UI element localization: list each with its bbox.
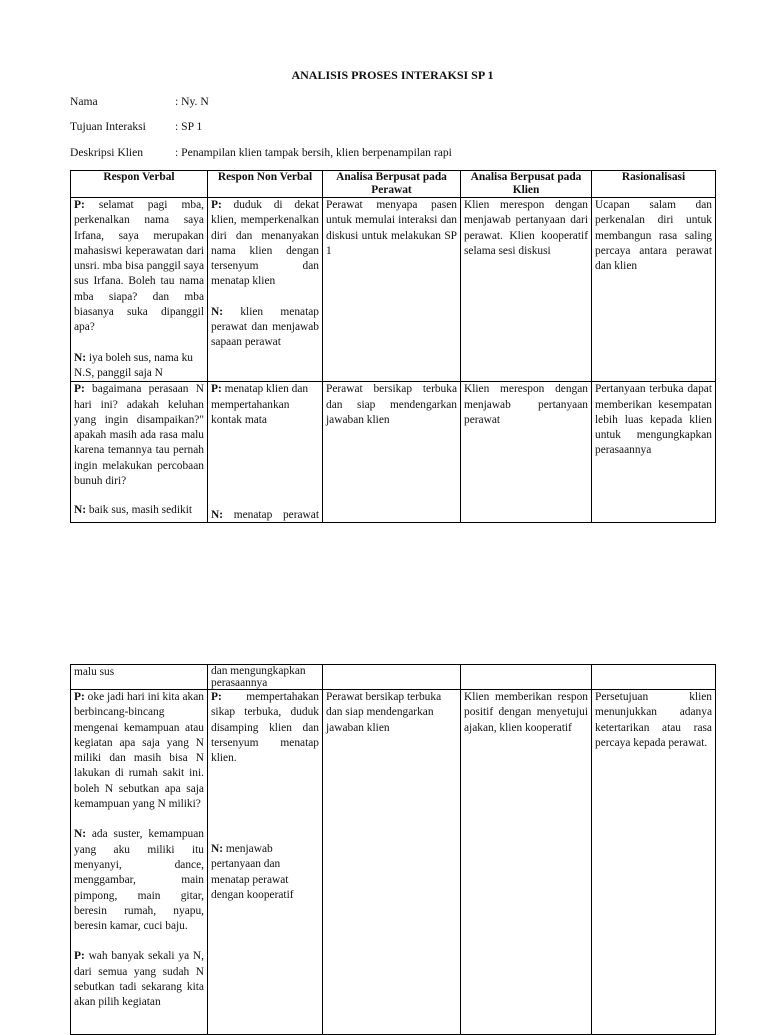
nonverbal-perawat-text: mempertahakan sikap terbuka, duduk disamping klien dan tersenyum menatap klien.: [211, 691, 319, 765]
verbal-klien-text: iya boleh sus, nama ku N.S, panggil saja N: [74, 351, 193, 379]
nonverbal-klien-text: menjawab pertanyaan dan menatap perawat dengan kooperatif: [211, 843, 294, 901]
speaker-label-p: P:: [74, 383, 85, 396]
verbal-perawat-text: bagaimana perasaan N hari ini? adakah keluhan yang ingin disampaikan?" apakah masih ada rasa malu karena temannya tau pernah ingin melakukan percobaan bunuh diri?: [74, 383, 204, 488]
table-row-continuation: [71, 665, 716, 690]
deskripsi-value: : Penampilan klien tampak bersih, klien berpenampilan rapi: [175, 146, 452, 159]
cell-analisa-klien: Klien merespon dengan menjawab pertanyaan perawat: [461, 382, 592, 523]
cell-analisa-perawat: [323, 665, 461, 690]
verbal-klien-text: ada suster, kemampuan yang aku miliki itu menyanyi, dance, menggambar, main pimpong, main gitar, beresin rumah, nyapu, beresin kamar, cuci baju.: [74, 828, 204, 933]
table-row: [71, 690, 716, 1035]
nonverbal-perawat-text: menatap klien dan mempertahankan kontak mata: [211, 383, 309, 426]
cell-rasionalisasi: Ucapan salam dan perkenalan diri untuk membangun rasa saling percaya antara perawat dan klien: [592, 198, 716, 382]
speaker-label-n: N:: [211, 843, 224, 855]
cell-respon-verbal: [71, 198, 208, 382]
cell-analisa-klien: [461, 665, 592, 690]
cell-respon-verbal: malu sus: [71, 665, 208, 690]
cell-rasionalisasi: Pertanyaan terbuka dapat memberikan kesempatan lebih luas kepada klien untuk mengungkapkan perasaannya: [592, 382, 716, 523]
speaker-label-p: P:: [211, 383, 222, 396]
nama-label: Nama: [70, 95, 98, 108]
cell-respon-non-verbal: [208, 690, 323, 1035]
cell-respon-non-verbal: [208, 198, 323, 382]
cell-rasionalisasi: Persetujuan klien menunjukkan adanya ketertarikan atau rasa percaya kepada perawat.: [592, 690, 716, 1035]
cell-analisa-klien: Klien merespon dengan menjawab pertanyaan dari perawat. Klien kooperatif selama sesi diskusi: [461, 198, 592, 382]
verbal-perawat-text: oke jadi hari ini kita akan berbincang-bincang mengenai kemampuan atau kegiatan apa saja yang N miliki dan masih bisa N lakukan di rumah sakit ini. boleh N sebutkan apa saja kemampuan yang N miliki?: [74, 691, 204, 811]
speaker-label-n: N:: [211, 305, 224, 318]
header-rasionalisasi: Rasionalisasi: [592, 171, 716, 198]
verbal-klien-text: baik sus, masih sedikit: [88, 504, 193, 517]
speaker-label-n: N:: [74, 828, 87, 841]
header-analisa-klien: Analisa Berpusat pada Klien: [461, 171, 592, 198]
speaker-label-p: P:: [74, 691, 85, 703]
speaker-label-p: P:: [211, 199, 222, 211]
cell-respon-verbal: [71, 382, 208, 523]
nonverbal-klien-text: menatap perawat: [233, 509, 319, 522]
speaker-label-p: P:: [74, 199, 85, 211]
deskripsi-label: Deskripsi Klien: [70, 146, 144, 159]
cell-analisa-perawat: Perawat menyapa pasen untuk memulai interaksi dan diskusi untuk melakukan SP 1: [323, 198, 461, 382]
tujuan-label: Tujuan Interaksi: [70, 120, 146, 133]
table-row: [71, 382, 716, 523]
speaker-label-n: N:: [211, 509, 224, 522]
cell-analisa-perawat: Perawat bersikap terbuka dan siap mendengarkan jawaban klien: [323, 382, 461, 523]
speaker-label-p: P:: [211, 691, 222, 703]
cell-rasionalisasi: [592, 665, 716, 690]
table-row: [71, 198, 716, 382]
speaker-label-n: N:: [74, 351, 87, 364]
interaction-table-page-1: [70, 170, 716, 523]
interaction-table-page-2: [70, 664, 716, 1035]
nama-value: : Ny. N: [175, 95, 209, 108]
cell-analisa-perawat: Perawat bersikap terbuka dan siap mendengarkan jawaban klien: [323, 690, 461, 1035]
nonverbal-klien-text: klien menatap perawat dan menjawab sapaan perawat: [211, 305, 319, 349]
cell-respon-non-verbal: dan mengungkapkan perasaannya: [208, 665, 323, 690]
header-analisa-perawat: Analisa Berpusat pada Perawat: [323, 171, 461, 198]
cell-respon-verbal: [71, 690, 208, 1035]
header-respon-verbal: Respon Verbal: [71, 171, 208, 198]
verbal-perawat-text-2: wah banyak sekali ya N, dari semua yang sudah N sebutkan tadi sekarang kita akan pilih kegiatan: [74, 950, 204, 1009]
nonverbal-perawat-text: duduk di dekat klien, memperkenalkan diri dan menanyakan nama klien dengan tersenyum dan menatap klien: [211, 199, 319, 288]
cell-analisa-klien: Klien memberikan respon positif dengan menyetujui ajakan, klien kooperatif: [461, 690, 592, 1035]
page-title: ANALISIS PROSES INTERAKSI SP 1: [291, 68, 494, 82]
speaker-label-p: P:: [74, 950, 85, 963]
verbal-perawat-text: selamat pagi mba, perkenalkan nama saya Irfana, saya merupakan mahasiswi keperawatan dari unsri. mba bisa panggil saya sus Irfana. Boleh tau nama mba siapa? dan mba biasanya suka dipanggil apa?: [74, 199, 204, 334]
cell-respon-non-verbal: [208, 382, 323, 523]
header-respon-non-verbal: Respon Non Verbal: [208, 171, 323, 198]
table-header-row: [71, 171, 716, 198]
speaker-label-n: N:: [74, 504, 87, 517]
tujuan-value: : SP 1: [175, 120, 203, 133]
